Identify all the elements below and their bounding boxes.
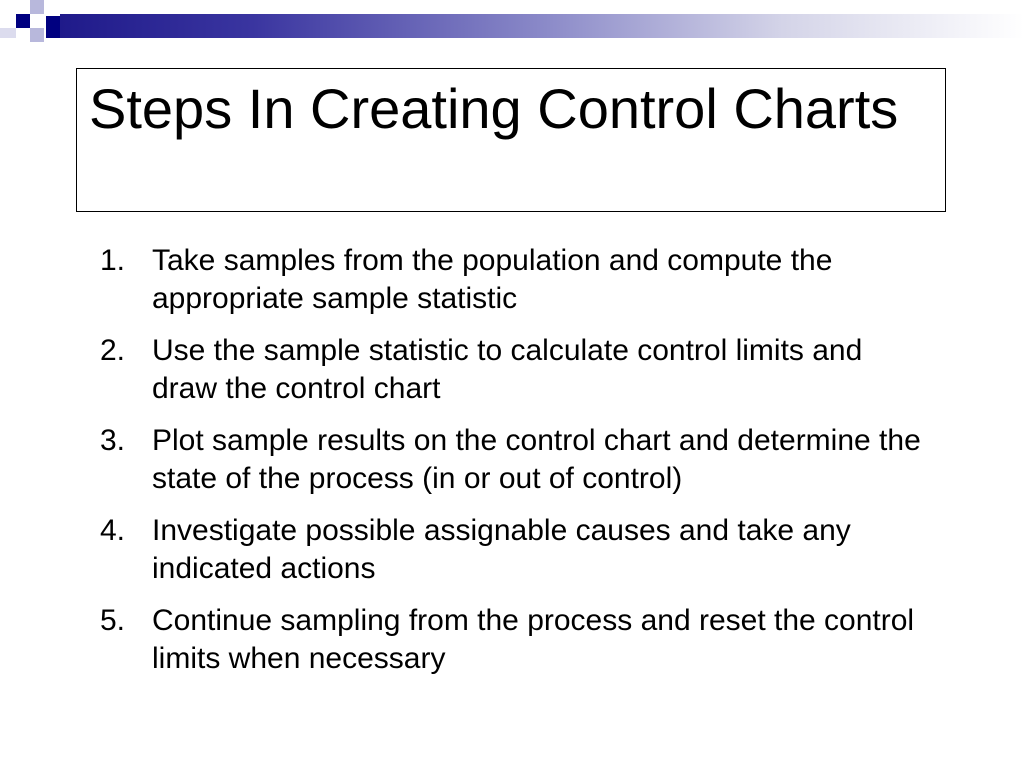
list-item [100, 602, 930, 678]
list-item [100, 422, 930, 498]
step-text: Plot sample results on the control chart and determine the state of the process (in or out of control) [152, 424, 921, 495]
slide-title: Steps In Creating Control Charts [89, 77, 899, 140]
decorative-square [16, 14, 30, 28]
list-item [100, 242, 930, 318]
step-number: 3. [100, 424, 126, 457]
list-item [100, 512, 930, 588]
title-box [76, 68, 946, 212]
decorative-square [46, 16, 60, 38]
list-item [100, 332, 930, 408]
step-number: 5. [100, 604, 126, 637]
decorative-square [30, 28, 44, 42]
step-text: Investigate possible assignable causes and take any indicated actions [152, 514, 851, 585]
header-gradient-bar [60, 14, 1024, 38]
steps-list [100, 242, 930, 692]
step-number: 4. [100, 514, 126, 547]
decorative-square [30, 0, 44, 14]
step-text: Continue sampling from the process and reset the control limits when necessary [152, 604, 915, 675]
step-number: 2. [100, 334, 126, 367]
decorative-square [0, 28, 16, 38]
step-number: 1. [100, 244, 126, 277]
step-text: Take samples from the population and compute the appropriate sample statistic [152, 244, 833, 315]
step-text: Use the sample statistic to calculate control limits and draw the control chart [152, 334, 863, 405]
